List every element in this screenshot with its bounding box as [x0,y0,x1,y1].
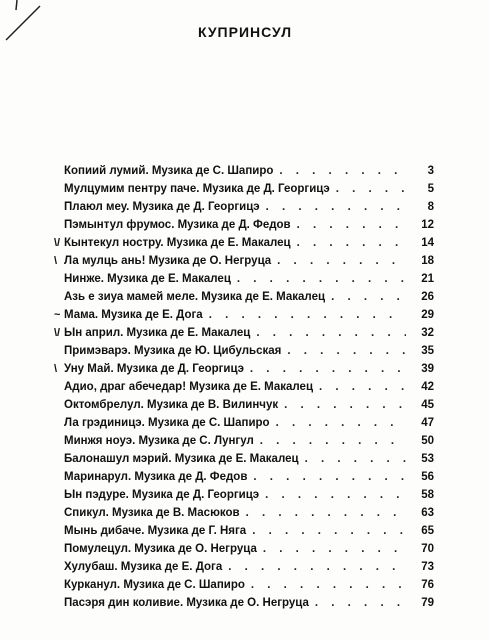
toc-page-number: 12 [421,219,434,231]
toc-entry [54,360,434,378]
toc-page-number: 50 [421,435,434,447]
toc-entry [54,306,434,324]
dot-leader [256,324,406,342]
toc-entry [64,288,434,306]
toc-entry [64,216,434,234]
dot-leader [250,360,406,378]
toc-entry-title: Мынь дибаче. Музика де Г. Няга [64,525,247,537]
toc-page-number: 53 [421,453,434,465]
dot-leader [209,306,406,324]
toc-entry [64,270,434,288]
toc-entry-title: Азь е зиуа мамей меле. Музика де Е. Макалец [64,291,326,303]
toc-entry-title: Ла грэдиницэ. Музика де С. Шапиро [64,417,270,429]
toc-entry-title: Кынтекул ностру. Музика де Е. Макалец [64,237,291,249]
toc-entry [64,450,434,468]
toc-entry [64,576,434,594]
dot-leader [336,180,406,198]
dot-leader [276,414,406,432]
dot-leader [287,342,406,360]
handwritten-check-mark: \ [54,363,58,375]
dot-leader [266,198,406,216]
toc-entry-title: Мулцумим пентру паче. Музика де Д. Георгицэ [64,183,330,195]
toc-entry [54,324,434,342]
toc-page-number: 47 [421,417,434,429]
dot-leader [297,216,406,234]
toc-entry [64,342,434,360]
dot-leader [246,504,406,522]
toc-page-number: 63 [421,507,434,519]
toc-entry [64,180,434,198]
toc-entry-title: Ла мулць ань! Музика де О. Негруца [64,255,272,267]
toc-entry-title: Октомбрелул. Музика де В. Вилинчук [64,399,279,411]
toc-entry [64,468,434,486]
toc-page-number: 32 [421,327,434,339]
dot-leader [265,486,406,504]
dot-leader [253,468,406,486]
toc-entry [64,432,434,450]
toc-page-number: 58 [421,489,434,501]
dot-leader [228,558,406,576]
handwritten-check-mark: \/ [54,327,61,339]
toc-entry [64,198,434,216]
toc-entry-title: Плаюл меу. Музика де Д. Георгицэ [64,201,260,213]
dot-leader [263,540,406,558]
toc-entry [64,378,434,396]
toc-page-number: 70 [421,543,434,555]
toc-page-number: 73 [421,561,434,573]
dot-leader [284,396,406,414]
handwritten-check-mark: ~ [54,309,61,321]
dot-leader [277,252,406,270]
toc-page-number: 8 [427,201,434,213]
dot-leader [251,576,406,594]
handwritten-check-mark: \ [54,255,58,267]
toc-entry-title: Уну Май. Музика де Д. Георгицэ [64,363,244,375]
toc-entry-title: Примэварэ. Музика де Ю. Цибульская [64,345,282,357]
toc-entry-title: Спикул. Музика де В. Масюков [64,507,240,519]
toc-page-number: 18 [421,255,434,267]
toc-entry [64,414,434,432]
toc-entry-title: Минжя ноуэ. Музика де С. Лунгул [64,435,254,447]
toc-page-number: 14 [421,237,434,249]
toc-page-number: 42 [421,381,434,393]
toc-entry-title: Балонашул мэрий. Музика де Е. Макалец [64,453,299,465]
toc-page-number: 39 [421,363,434,375]
dot-leader [297,234,406,252]
handwritten-check-mark: \/ [54,237,61,249]
toc-page-number: 21 [421,273,434,285]
dot-leader [252,522,406,540]
toc-entry-title: Копиий лумий. Музика де С. Шапиро [64,165,274,177]
toc-page-number: 29 [421,309,434,321]
toc-page-number: 35 [421,345,434,357]
dot-leader [319,378,406,396]
toc-entry [64,162,434,180]
toc-entry [64,522,434,540]
table-of-contents [54,162,434,612]
toc-entry-title: Маринарул. Музика де Д. Федов [64,471,248,483]
toc-page-number: 79 [421,597,434,609]
page-title: КУПРИНСУЛ [197,24,293,40]
toc-entry-title: Хулубаш. Музика де Е. Дога [64,561,223,573]
toc-entry [64,486,434,504]
toc-entry-title: Пасэря дин коливие. Музика де О. Негруца [64,597,309,609]
toc-page-number: 26 [421,291,434,303]
toc-page-number: 5 [427,183,434,195]
dot-leader [279,162,406,180]
toc-page-number: 45 [421,399,434,411]
toc-entry-title: Нинже. Музика де Е. Макалец [64,273,231,285]
toc-entry [64,558,434,576]
dot-leader [331,288,406,306]
toc-page-number: 76 [421,579,434,591]
toc-entry-title: Адио, драг абечедар! Музика де Е. Макалец [64,381,314,393]
toc-entry [64,396,434,414]
dot-leader [237,270,406,288]
toc-entry [54,252,434,270]
toc-entry [64,504,434,522]
toc-entry-title: Курканул. Музика де С. Шапиро [64,579,245,591]
toc-entry-title: Помулецул. Музика де О. Негруца [64,543,257,555]
dot-leader [315,594,406,612]
toc-page-number: 56 [421,471,434,483]
dot-leader [260,432,406,450]
toc-entry [64,540,434,558]
toc-entry [64,594,434,612]
dot-leader [305,450,406,468]
toc-entry-title: Мама. Музика де Е. Дога [64,309,203,321]
toc-entry-title: Ын пэдуре. Музика де Д. Георгицэ [64,489,260,501]
toc-entry-title: Пэмынтул фрумос. Музика де Д. Федов [64,219,291,231]
toc-page-number: 3 [427,165,434,177]
toc-entry-title: Ын април. Музика де Е. Макалец [64,327,251,339]
toc-page-number: 65 [421,525,434,537]
toc-entry [54,234,434,252]
